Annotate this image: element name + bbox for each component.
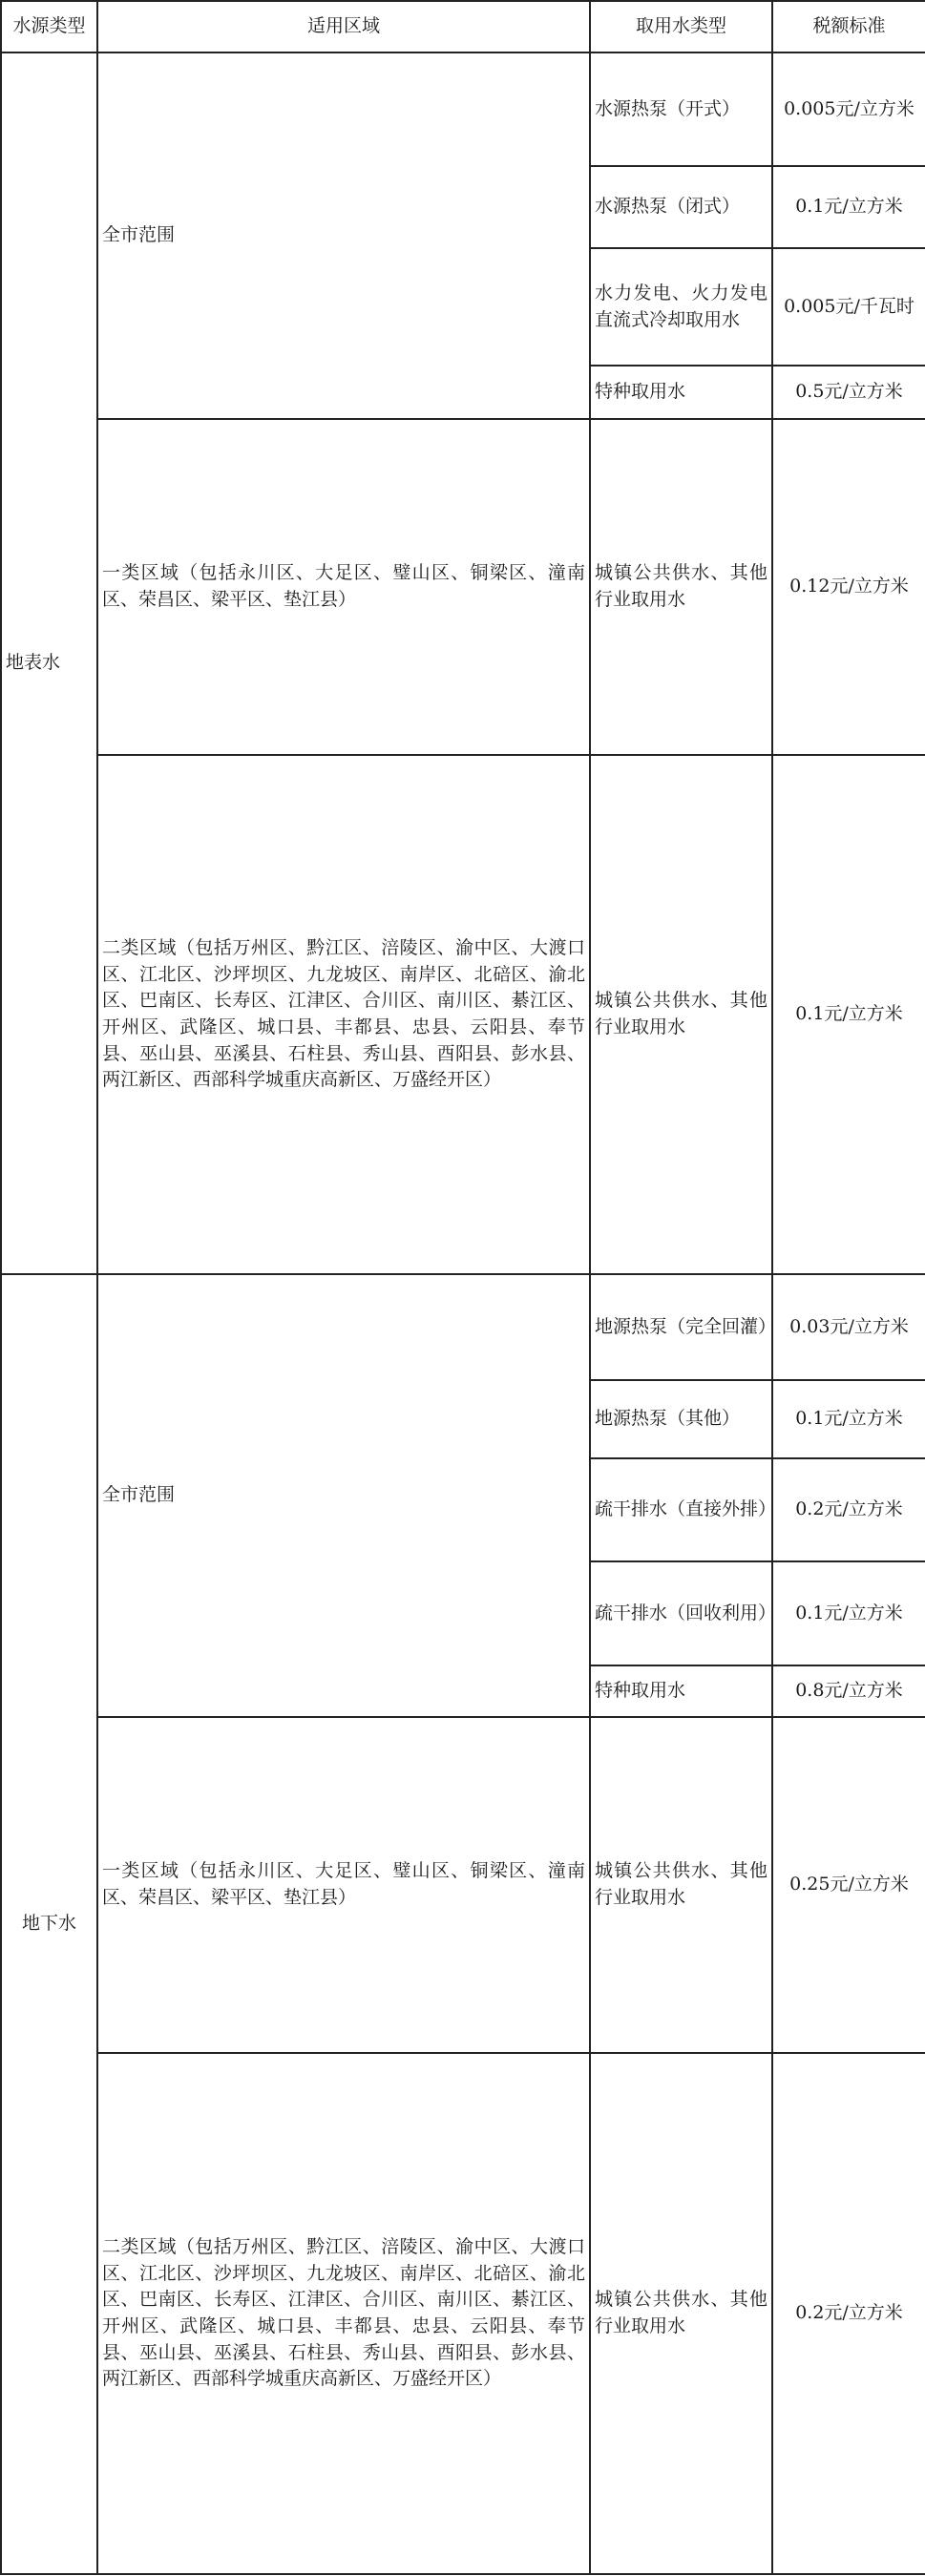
header-row [1, 1, 925, 52]
rate-cell: 0.1元/立方米 [772, 755, 925, 1274]
use-type-cell: 城镇公共供水、其他行业取用水 [590, 2053, 772, 2574]
rate-cell: 0.5元/立方米 [772, 366, 925, 419]
table-row [1, 1274, 925, 1380]
use-type-cell: 特种取用水 [590, 366, 772, 419]
source-type-ground: 地下水 [1, 1274, 97, 2574]
header-source-type: 水源类型 [1, 1, 97, 52]
header-region: 适用区域 [97, 1, 590, 52]
use-type-cell: 特种取用水 [590, 1665, 772, 1717]
table-row [1, 2053, 925, 2574]
table-row [1, 755, 925, 1274]
source-type-surface: 地表水 [1, 52, 97, 1274]
header-rate: 税额标准 [772, 1, 925, 52]
rate-cell: 0.03元/立方米 [772, 1274, 925, 1380]
use-type-cell: 水源热泵（闭式） [590, 166, 772, 248]
rate-cell: 0.25元/立方米 [772, 1717, 925, 2053]
rate-cell: 0.005元/千瓦时 [772, 248, 925, 366]
rate-cell: 0.1元/立方米 [772, 1380, 925, 1458]
table-row [1, 1717, 925, 2053]
rate-cell: 0.2元/立方米 [772, 2053, 925, 2574]
rate-cell: 0.8元/立方米 [772, 1665, 925, 1717]
use-type-cell: 城镇公共供水、其他行业取用水 [590, 755, 772, 1274]
rate-cell: 0.2元/立方米 [772, 1458, 925, 1561]
table-row [1, 419, 925, 755]
use-type-cell: 水源热泵（开式） [590, 52, 772, 166]
region-class1-surface: 一类区域（包括永川区、大足区、璧山区、铜梁区、潼南区、荣昌区、梁平区、垫江县） [97, 419, 590, 755]
region-citywide-surface: 全市范围 [97, 52, 590, 419]
use-type-cell: 疏干排水（直接外排） [590, 1458, 772, 1561]
rate-cell: 0.005元/立方米 [772, 52, 925, 166]
rate-cell: 0.12元/立方米 [772, 419, 925, 755]
region-citywide-ground: 全市范围 [97, 1274, 590, 1717]
use-type-cell: 城镇公共供水、其他行业取用水 [590, 1717, 772, 2053]
use-type-cell: 城镇公共供水、其他行业取用水 [590, 419, 772, 755]
header-use-type: 取用水类型 [590, 1, 772, 52]
region-class1-ground: 一类区域（包括永川区、大足区、璧山区、铜梁区、潼南区、荣昌区、梁平区、垫江县） [97, 1717, 590, 2053]
rate-cell: 0.1元/立方米 [772, 1561, 925, 1665]
rate-cell: 0.1元/立方米 [772, 166, 925, 248]
region-class2-ground: 二类区域（包括万州区、黔江区、涪陵区、渝中区、大渡口区、江北区、沙坪坝区、九龙坡区、南岸区、北碚区、渝北区、巴南区、长寿区、江津区、合川区、南川区、綦江区、开州区、武隆区、城口县、丰都县、忠县、云阳县、奉节县、巫山县、巫溪县、石柱县、秀山县、酉阳县、彭水县、两江新区、西部科学城重庆高新区、万盛经开区） [97, 2053, 590, 2574]
use-type-cell: 地源热泵（其他） [590, 1380, 772, 1458]
use-type-cell: 疏干排水（回收利用） [590, 1561, 772, 1665]
region-class2-surface: 二类区域（包括万州区、黔江区、涪陵区、渝中区、大渡口区、江北区、沙坪坝区、九龙坡区、南岸区、北碚区、渝北区、巴南区、长寿区、江津区、合川区、南川区、綦江区、开州区、武隆区、城口县、丰都县、忠县、云阳县、奉节县、巫山县、巫溪县、石柱县、秀山县、酉阳县、彭水县、两江新区、西部科学城重庆高新区、万盛经开区） [97, 755, 590, 1274]
table-row [1, 52, 925, 166]
use-type-cell: 水力发电、火力发电直流式冷却取用水 [590, 248, 772, 366]
use-type-cell: 地源热泵（完全回灌） [590, 1274, 772, 1380]
